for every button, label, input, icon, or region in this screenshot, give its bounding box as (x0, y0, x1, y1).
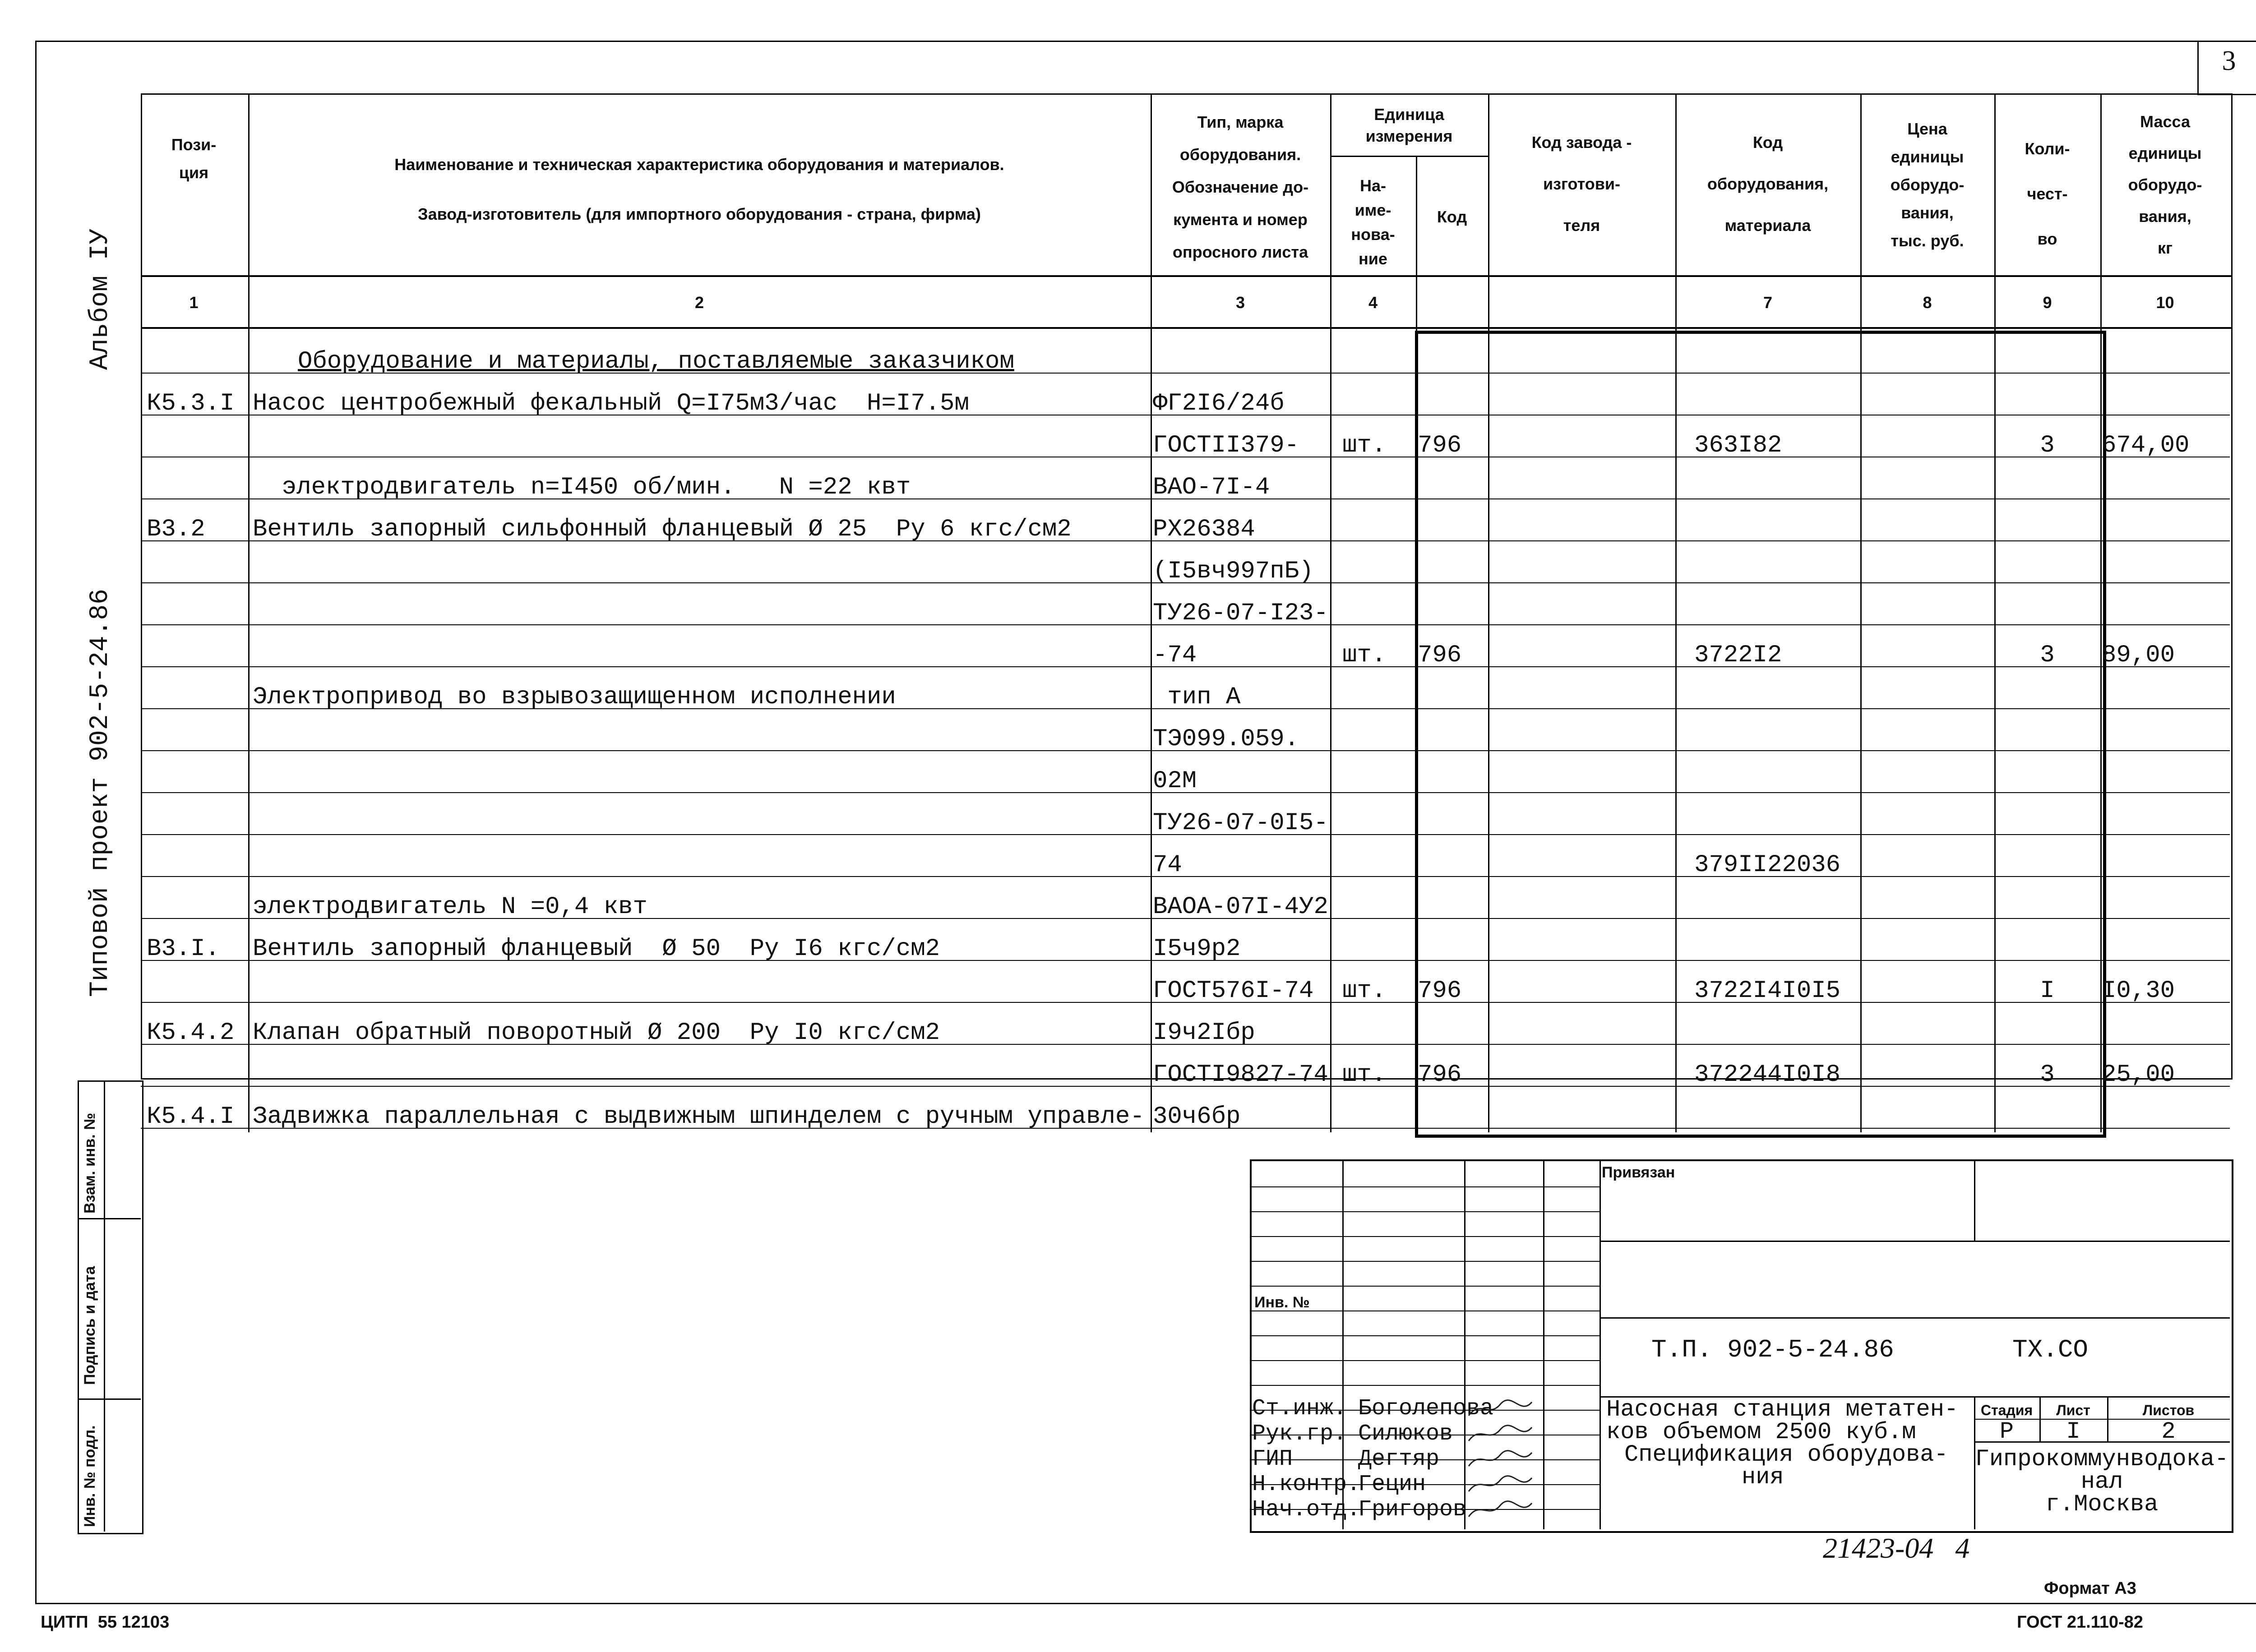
cell-code: 796 (1418, 641, 1462, 669)
column-number: 8 (1923, 293, 1932, 312)
tb-col-line (1464, 1159, 1465, 1529)
table-row (0, 666, 2256, 711)
cell-type: РХ26384 (1153, 516, 1255, 543)
table-row (0, 960, 2256, 1005)
tb-row-line (1250, 1261, 1600, 1262)
cell-mass: 674,00 (2102, 432, 2190, 459)
format-label: Формат А3 (2044, 1579, 2136, 1598)
tb-col-line (1600, 1159, 1601, 1529)
header-unit-name (1330, 174, 1416, 271)
cell-type: -74 (1153, 641, 1197, 669)
header-text: изготови- (1543, 175, 1621, 193)
tb-row-line (1250, 1211, 1600, 1212)
header-text: чест- (2027, 185, 2068, 203)
table-row (0, 792, 2256, 837)
column-number: 7 (1763, 293, 1773, 312)
table-row (0, 624, 2256, 669)
header-position (141, 131, 247, 187)
footer-left: ЦИТП 55 12103 (41, 1613, 170, 1632)
header-text: измерения (1365, 127, 1453, 145)
header-bottom-line (141, 275, 2231, 277)
organization (1974, 1448, 2230, 1516)
table-row (0, 582, 2256, 627)
signature-mark (1466, 1448, 1534, 1471)
org-line: нал (2080, 1468, 2123, 1495)
column-number: 10 (2156, 293, 2174, 312)
header-factory-code (1488, 122, 1675, 246)
header-text: теля (1563, 216, 1600, 235)
unit-group-line (1330, 156, 1488, 157)
table-row (0, 331, 2256, 373)
tb-row-line (1600, 1241, 2230, 1242)
header-unit-group (1330, 104, 1488, 147)
cell-mat: 372244I0I8 (1694, 1061, 1841, 1089)
cell-type: I9ч2Iбр (1153, 1019, 1255, 1047)
cell-type: 74 (1153, 851, 1182, 879)
tb-col-line (1543, 1159, 1544, 1529)
privyazan-label: Привязан (1602, 1164, 1675, 1181)
title-line: Спецификация оборудова- (1624, 1441, 1948, 1468)
cell-pos: В3.I. (147, 935, 220, 963)
cell-type: ГОСТII379- (1153, 432, 1299, 459)
cell-name: Насос центробежный фекальный Q=I75м3/час Н=I7.5м (253, 390, 969, 417)
number-row-line (141, 327, 2231, 329)
signer-name: Гецин (1358, 1472, 1426, 1497)
sheet-label: Лист (2056, 1402, 2090, 1418)
column-number: 9 (2043, 293, 2052, 312)
column-number: 3 (1235, 293, 1245, 312)
cell-name: Вентиль запорный фланцевый Ø 50 Ру I6 кгс/см2 (253, 935, 940, 963)
document-title (1606, 1398, 1967, 1489)
header-price (1860, 115, 1994, 255)
cell-type: ТУ26-07-I23- (1153, 600, 1328, 627)
stamp-label: Инв. № подл. (81, 1425, 98, 1527)
header-text: оборудования. (1179, 145, 1301, 164)
tb-row-line (1250, 1186, 1600, 1187)
cell-pos: К5.3.I (147, 390, 235, 417)
signer-name: Григоров (1358, 1497, 1467, 1523)
signer-name: Боголепова (1358, 1396, 1494, 1421)
header-text: оборудования, (1707, 175, 1829, 193)
inv-no-label: Инв. № (1254, 1294, 1310, 1311)
title-line: Насосная станция метатен- (1606, 1396, 1959, 1423)
handwritten-note: 21423-04 4 (1823, 1532, 1970, 1564)
cell-code: 796 (1418, 432, 1462, 459)
sheets-value: 2 (2161, 1418, 2176, 1445)
cell-code: 796 (1418, 977, 1462, 1005)
header-text: оборудо- (1890, 175, 1965, 194)
header-text: ция (179, 163, 209, 182)
table-row (0, 498, 2256, 543)
stage-value: Р (1999, 1418, 2014, 1445)
header-text: вания, (2139, 207, 2191, 226)
org-line: г.Москва (2045, 1491, 2159, 1518)
cell-mass: 25,00 (2102, 1061, 2175, 1089)
cell-unit: шт. (1342, 1061, 1387, 1089)
stage-label: Стадия (1980, 1402, 2033, 1418)
cell-type: ВАОА-07I-4У2 (1153, 893, 1328, 921)
signer-role: Рук.гр. (1252, 1421, 1347, 1447)
header-text: ние (1359, 249, 1387, 268)
header-text: Коли- (2025, 139, 2070, 158)
stamp-label: Взам. инв. № (81, 1112, 98, 1214)
cell-name: Электропривод во взрывозащищенном исполнении (253, 683, 896, 711)
header-type (1151, 106, 1330, 268)
tb-row-line (1600, 1317, 2230, 1319)
header-text: На- (1359, 176, 1386, 195)
header-text: материала (1724, 216, 1811, 235)
cell-name: Клапан обратный поворотный Ø 200 Ру I0 кгс/см2 (253, 1019, 940, 1047)
header-text: тыс. руб. (1891, 231, 1964, 250)
cell-type: ФГ2I6/24б (1153, 390, 1285, 417)
cell-type: ГОСТI9827-74 (1153, 1061, 1328, 1089)
signature-mark (1466, 1398, 1534, 1420)
header-mass (2100, 106, 2230, 264)
table-row (0, 918, 2256, 963)
table-row (0, 708, 2256, 753)
cell-type: 02М (1153, 767, 1197, 795)
cell-type: тип А (1153, 683, 1241, 711)
cell-type: I5ч9р2 (1153, 935, 1241, 963)
header-text: единицы (2128, 144, 2202, 162)
title-line: ков объемом 2500 куб.м (1606, 1419, 1916, 1445)
header-text: во (2037, 230, 2057, 248)
cell-mass: 89,00 (2102, 641, 2175, 669)
tb-row-line (1250, 1236, 1600, 1237)
tb-col-line (1974, 1159, 1975, 1241)
sheets-label: Листов (2142, 1402, 2195, 1418)
cell-type: (I5вч997пБ) (1153, 558, 1314, 585)
cell-qty: 3 (2040, 1061, 2055, 1089)
sheet-value: I (2066, 1418, 2080, 1445)
cell-mat: 3722I4I0I5 (1694, 977, 1841, 1005)
cell-pos: К5.4.I (147, 1103, 235, 1131)
cell-type: ТУ26-07-0I5- (1153, 809, 1328, 837)
album-label: Альбом IУ (86, 228, 115, 370)
tb-row-line (1250, 1385, 1600, 1386)
signature-mark (1466, 1499, 1534, 1521)
cell-qty: 3 (2040, 641, 2055, 669)
table-row (0, 834, 2256, 879)
cell-pos: К5.4.2 (147, 1019, 235, 1047)
title-line: ния (1742, 1464, 1784, 1490)
signer-name: Силюков (1358, 1421, 1453, 1447)
column-number: 4 (1368, 293, 1378, 312)
cell-unit: шт. (1342, 641, 1387, 669)
cell-qty: I (2040, 977, 2055, 1005)
header-text: Единица (1374, 105, 1444, 124)
signature-mark (1466, 1473, 1534, 1496)
cell-mat: 363I82 (1694, 432, 1782, 459)
stamp-label: Подпись и дата (81, 1266, 98, 1385)
tb-row-line (1250, 1286, 1600, 1287)
footer-right: ГОСТ 21.110-82 (2017, 1613, 2143, 1632)
cell-type: ГОСТ576I-74 (1153, 977, 1314, 1005)
signer-role: Нач.отд. (1252, 1497, 1361, 1523)
table-row (0, 373, 2256, 415)
cell-code: 796 (1418, 1061, 1462, 1089)
cell-type: 30ч6бр (1153, 1103, 1241, 1131)
header-text: Наименование и техническая характеристика оборудования и материалов. (394, 155, 1004, 174)
cell-type: ТЭ099.059. (1153, 725, 1299, 753)
signer-role: Н.контр. (1252, 1472, 1361, 1497)
header-text: единицы (1891, 148, 1964, 166)
cell-mass: I0,30 (2102, 977, 2175, 1005)
org-line: Гипрокоммунводока- (1975, 1446, 2229, 1472)
table-row (0, 457, 2256, 501)
header-text: Цена (1907, 120, 1947, 138)
header-text: Масса (2140, 112, 2190, 131)
table-row (0, 1086, 2256, 1131)
cell-unit: шт. (1342, 977, 1387, 1005)
table-row (0, 540, 2256, 585)
stamp-divider (78, 1218, 141, 1219)
project-label: Типовой проект 902-5-24.86 (86, 589, 115, 997)
tb-row-line (1250, 1335, 1600, 1336)
signer-role: Ст.инж. (1252, 1396, 1347, 1421)
header-text: Код (1437, 208, 1467, 226)
header-text: Код завода - (1531, 133, 1632, 152)
header-text: Завод-изготовитель (для импортного оборудования - страна, фирма) (418, 205, 981, 223)
stamp-divider (78, 1398, 141, 1400)
cell-type: ВАО-7I-4 (1153, 474, 1270, 501)
cell-name: электродвигатель n=I450 об/мин. N =22 квт (253, 474, 911, 501)
header-text: нова- (1351, 225, 1395, 244)
header-text: Пози- (171, 135, 217, 154)
header-text: кг (2157, 239, 2173, 257)
cell-mat: 379II22036 (1694, 851, 1841, 879)
cell-name: Задвижка параллельная с выдвижным шпинделем с ручным управле- (253, 1103, 1145, 1131)
cell-unit: шт. (1342, 432, 1387, 459)
cell-name: Вентиль запорный сильфонный фланцевый Ø 25 Ру 6 кгс/см2 (253, 516, 1072, 543)
tb-row-line (1250, 1360, 1600, 1361)
column-number: 2 (694, 293, 704, 312)
cell-name: электродвигатель N =0,4 квт (253, 893, 647, 921)
table-row (0, 1002, 2256, 1047)
cell-name: Оборудование и материалы, поставляемые заказчиком (298, 348, 1014, 375)
table-row (0, 1044, 2256, 1089)
signature-mark (1466, 1423, 1534, 1445)
header-text: оборудо- (2128, 175, 2202, 194)
designation: Т.П. 902-5-24.86 (1651, 1335, 1894, 1364)
table-row (0, 876, 2256, 921)
signer-name: Дегтяр (1358, 1446, 1440, 1472)
cell-pos: В3.2 (147, 516, 205, 543)
header-quantity (1994, 126, 2100, 262)
header-text: вания, (1901, 203, 1954, 222)
cell-mat: 3722I2 (1694, 641, 1782, 669)
column-number: 1 (189, 293, 199, 312)
header-text: опросного листа (1172, 243, 1308, 261)
header-text: Тип, марка (1197, 113, 1284, 131)
header-text: Код (1752, 133, 1783, 152)
header-text: име- (1355, 201, 1392, 219)
table-row (0, 750, 2256, 795)
table-row (0, 415, 2256, 457)
signer-role: ГИП (1252, 1446, 1293, 1472)
header-material-code (1675, 122, 1860, 246)
cell-qty: 3 (2040, 432, 2055, 459)
header-text: Обозначение до- (1172, 178, 1309, 196)
sheet-code: ТХ.СО (2012, 1335, 2089, 1364)
header-text: кумента и номер (1173, 210, 1308, 229)
sheet-number: 3 (2222, 46, 2236, 76)
header-name (248, 140, 1151, 239)
header-unit-code (1416, 203, 1488, 231)
